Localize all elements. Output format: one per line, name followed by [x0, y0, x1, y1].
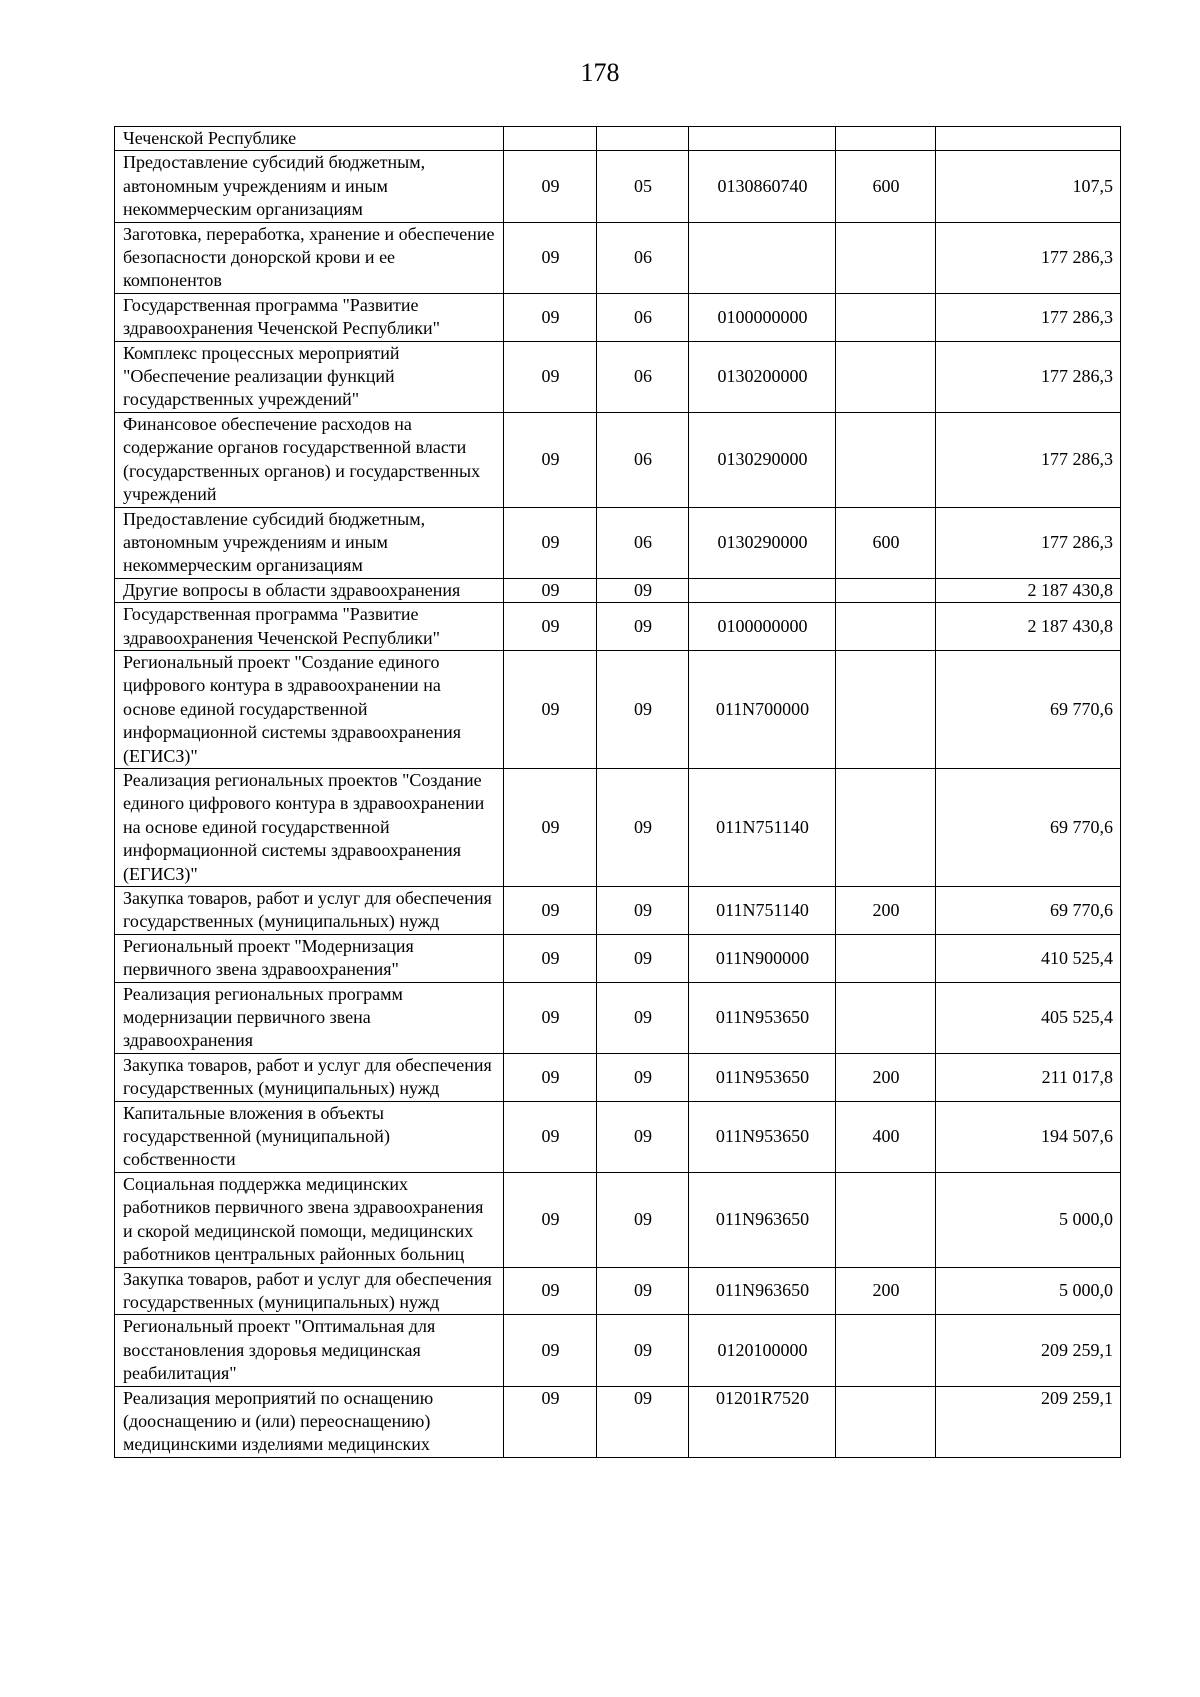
section-code-cell: 09 — [504, 982, 597, 1053]
expense-type-cell — [836, 768, 936, 886]
target-article-cell: 011N751140 — [689, 887, 836, 935]
section-code-cell: 09 — [504, 1267, 597, 1315]
expense-type-cell: 200 — [836, 887, 936, 935]
section-code-cell: 09 — [504, 934, 597, 982]
subsection-code-cell: 05 — [597, 151, 689, 222]
table-row — [115, 982, 1121, 1053]
table-row — [115, 1315, 1121, 1386]
table-row — [115, 127, 1121, 151]
table-row — [115, 507, 1121, 578]
amount-cell: 405 525,4 — [936, 982, 1121, 1053]
subsection-code-cell: 09 — [597, 650, 689, 768]
table-row — [115, 341, 1121, 412]
table-row — [115, 1053, 1121, 1101]
subsection-code-cell: 09 — [597, 1101, 689, 1172]
section-code-cell: 09 — [504, 768, 597, 886]
subsection-code-cell: 09 — [597, 1267, 689, 1315]
table-row — [115, 887, 1121, 935]
target-article-cell: 011N953650 — [689, 982, 836, 1053]
subsection-code-cell: 09 — [597, 1315, 689, 1386]
target-article-cell: 011N900000 — [689, 934, 836, 982]
item-name-cell: Заготовка, переработка, хранение и обеспечение безопасности донорской крови и ее компонентов — [115, 222, 504, 293]
item-name-cell: Государственная программа "Развитие здравоохранения Чеченской Республики" — [115, 603, 504, 651]
expense-type-cell: 200 — [836, 1053, 936, 1101]
subsection-code-cell: 06 — [597, 222, 689, 293]
table-row — [115, 222, 1121, 293]
table-row — [115, 603, 1121, 651]
subsection-code-cell: 06 — [597, 507, 689, 578]
expense-type-cell — [836, 1315, 936, 1386]
section-code-cell: 09 — [504, 222, 597, 293]
section-code-cell: 09 — [504, 1172, 597, 1267]
budget-table — [114, 126, 1121, 1458]
section-code-cell: 09 — [504, 650, 597, 768]
subsection-code-cell — [597, 127, 689, 151]
table-row — [115, 412, 1121, 507]
table-row — [115, 578, 1121, 602]
expense-type-cell — [836, 293, 936, 341]
item-name-cell: Финансовое обеспечение расходов на содержание органов государственной власти (государственных органов) и государственных учреждений — [115, 412, 504, 507]
item-name-cell: Региональный проект "Модернизация первичного звена здравоохранения" — [115, 934, 504, 982]
subsection-code-cell: 09 — [597, 934, 689, 982]
table-row — [115, 1267, 1121, 1315]
amount-cell: 5 000,0 — [936, 1267, 1121, 1315]
budget-table-body — [115, 127, 1121, 1458]
expense-type-cell: 400 — [836, 1101, 936, 1172]
expense-type-cell — [836, 1386, 936, 1457]
target-article-cell: 0130200000 — [689, 341, 836, 412]
expense-type-cell — [836, 934, 936, 982]
section-code-cell: 09 — [504, 1053, 597, 1101]
target-article-cell: 0130290000 — [689, 412, 836, 507]
item-name-cell: Закупка товаров, работ и услуг для обеспечения государственных (муниципальных) нужд — [115, 1267, 504, 1315]
amount-cell: 69 770,6 — [936, 768, 1121, 886]
item-name-cell: Комплекс процессных мероприятий "Обеспечение реализации функций государственных учреждений" — [115, 341, 504, 412]
expense-type-cell — [836, 222, 936, 293]
target-article-cell: 01201R7520 — [689, 1386, 836, 1457]
expense-type-cell: 600 — [836, 151, 936, 222]
expense-type-cell — [836, 127, 936, 151]
amount-cell: 177 286,3 — [936, 341, 1121, 412]
amount-cell: 209 259,1 — [936, 1315, 1121, 1386]
table-row — [115, 768, 1121, 886]
amount-cell: 2 187 430,8 — [936, 578, 1121, 602]
table-row — [115, 293, 1121, 341]
amount-cell: 69 770,6 — [936, 887, 1121, 935]
amount-cell: 177 286,3 — [936, 507, 1121, 578]
subsection-code-cell: 09 — [597, 1053, 689, 1101]
item-name-cell: Другие вопросы в области здравоохранения — [115, 578, 504, 602]
item-name-cell: Закупка товаров, работ и услуг для обеспечения государственных (муниципальных) нужд — [115, 887, 504, 935]
amount-cell: 177 286,3 — [936, 222, 1121, 293]
target-article-cell: 011N953650 — [689, 1053, 836, 1101]
section-code-cell: 09 — [504, 1315, 597, 1386]
subsection-code-cell: 06 — [597, 341, 689, 412]
amount-cell: 211 017,8 — [936, 1053, 1121, 1101]
section-code-cell: 09 — [504, 1101, 597, 1172]
section-code-cell: 09 — [504, 578, 597, 602]
subsection-code-cell: 06 — [597, 293, 689, 341]
expense-type-cell — [836, 982, 936, 1053]
target-article-cell: 0120100000 — [689, 1315, 836, 1386]
subsection-code-cell: 09 — [597, 1172, 689, 1267]
item-name-cell: Капитальные вложения в объекты государственной (муниципальной) собственности — [115, 1101, 504, 1172]
table-row — [115, 151, 1121, 222]
item-name-cell: Предоставление субсидий бюджетным, автономным учреждениям и иным некоммерческим организациям — [115, 151, 504, 222]
table-row — [115, 1172, 1121, 1267]
section-code-cell: 09 — [504, 151, 597, 222]
subsection-code-cell: 09 — [597, 603, 689, 651]
target-article-cell: 0130290000 — [689, 507, 836, 578]
target-article-cell: 011N700000 — [689, 650, 836, 768]
item-name-cell: Чеченской Республике — [115, 127, 504, 151]
expense-type-cell — [836, 412, 936, 507]
subsection-code-cell: 09 — [597, 887, 689, 935]
amount-cell: 177 286,3 — [936, 293, 1121, 341]
subsection-code-cell: 09 — [597, 982, 689, 1053]
section-code-cell: 09 — [504, 507, 597, 578]
table-row — [115, 934, 1121, 982]
section-code-cell: 09 — [504, 603, 597, 651]
amount-cell — [936, 127, 1121, 151]
amount-cell: 5 000,0 — [936, 1172, 1121, 1267]
section-code-cell: 09 — [504, 1386, 597, 1457]
target-article-cell: 011N751140 — [689, 768, 836, 886]
amount-cell: 194 507,6 — [936, 1101, 1121, 1172]
amount-cell: 410 525,4 — [936, 934, 1121, 982]
expense-type-cell — [836, 650, 936, 768]
amount-cell: 209 259,1 — [936, 1386, 1121, 1457]
target-article-cell: 0100000000 — [689, 293, 836, 341]
expense-type-cell — [836, 341, 936, 412]
section-code-cell: 09 — [504, 887, 597, 935]
item-name-cell: Региональный проект "Оптимальная для восстановления здоровья медицинская реабилитация" — [115, 1315, 504, 1386]
target-article-cell: 011N953650 — [689, 1101, 836, 1172]
target-article-cell — [689, 578, 836, 602]
item-name-cell: Социальная поддержка медицинских работников первичного звена здравоохранения и скорой медицинской помощи, медицинских работников центральных районных больниц — [115, 1172, 504, 1267]
table-row — [115, 1386, 1121, 1457]
item-name-cell: Реализация региональных проектов "Создание единого цифрового контура в здравоохранении на основе единой государственной информационной системы здравоохранения (ЕГИСЗ)" — [115, 768, 504, 886]
subsection-code-cell: 09 — [597, 1386, 689, 1457]
expense-type-cell: 600 — [836, 507, 936, 578]
subsection-code-cell: 09 — [597, 578, 689, 602]
item-name-cell: Закупка товаров, работ и услуг для обеспечения государственных (муниципальных) нужд — [115, 1053, 504, 1101]
amount-cell: 177 286,3 — [936, 412, 1121, 507]
section-code-cell: 09 — [504, 293, 597, 341]
section-code-cell: 09 — [504, 412, 597, 507]
target-article-cell: 011N963650 — [689, 1267, 836, 1315]
expense-type-cell — [836, 1172, 936, 1267]
section-code-cell — [504, 127, 597, 151]
expense-type-cell: 200 — [836, 1267, 936, 1315]
target-article-cell: 0130860740 — [689, 151, 836, 222]
amount-cell: 69 770,6 — [936, 650, 1121, 768]
target-article-cell — [689, 222, 836, 293]
item-name-cell: Государственная программа "Развитие здравоохранения Чеченской Республики" — [115, 293, 504, 341]
expense-type-cell — [836, 603, 936, 651]
table-row — [115, 650, 1121, 768]
target-article-cell: 0100000000 — [689, 603, 836, 651]
section-code-cell: 09 — [504, 341, 597, 412]
target-article-cell — [689, 127, 836, 151]
table-row — [115, 1101, 1121, 1172]
subsection-code-cell: 09 — [597, 768, 689, 886]
amount-cell: 107,5 — [936, 151, 1121, 222]
target-article-cell: 011N963650 — [689, 1172, 836, 1267]
expense-type-cell — [836, 578, 936, 602]
item-name-cell: Реализация мероприятий по оснащению (дооснащению и (или) переоснащению) медицинскими изделиями медицинских — [115, 1386, 504, 1457]
amount-cell: 2 187 430,8 — [936, 603, 1121, 651]
subsection-code-cell: 06 — [597, 412, 689, 507]
item-name-cell: Реализация региональных программ модернизации первичного звена здравоохранения — [115, 982, 504, 1053]
item-name-cell: Предоставление субсидий бюджетным, автономным учреждениям и иным некоммерческим организациям — [115, 507, 504, 578]
item-name-cell: Региональный проект "Создание единого цифрового контура в здравоохранении на основе единой государственной информационной системы здравоохранения (ЕГИСЗ)" — [115, 650, 504, 768]
page-number: 178 — [580, 58, 620, 87]
